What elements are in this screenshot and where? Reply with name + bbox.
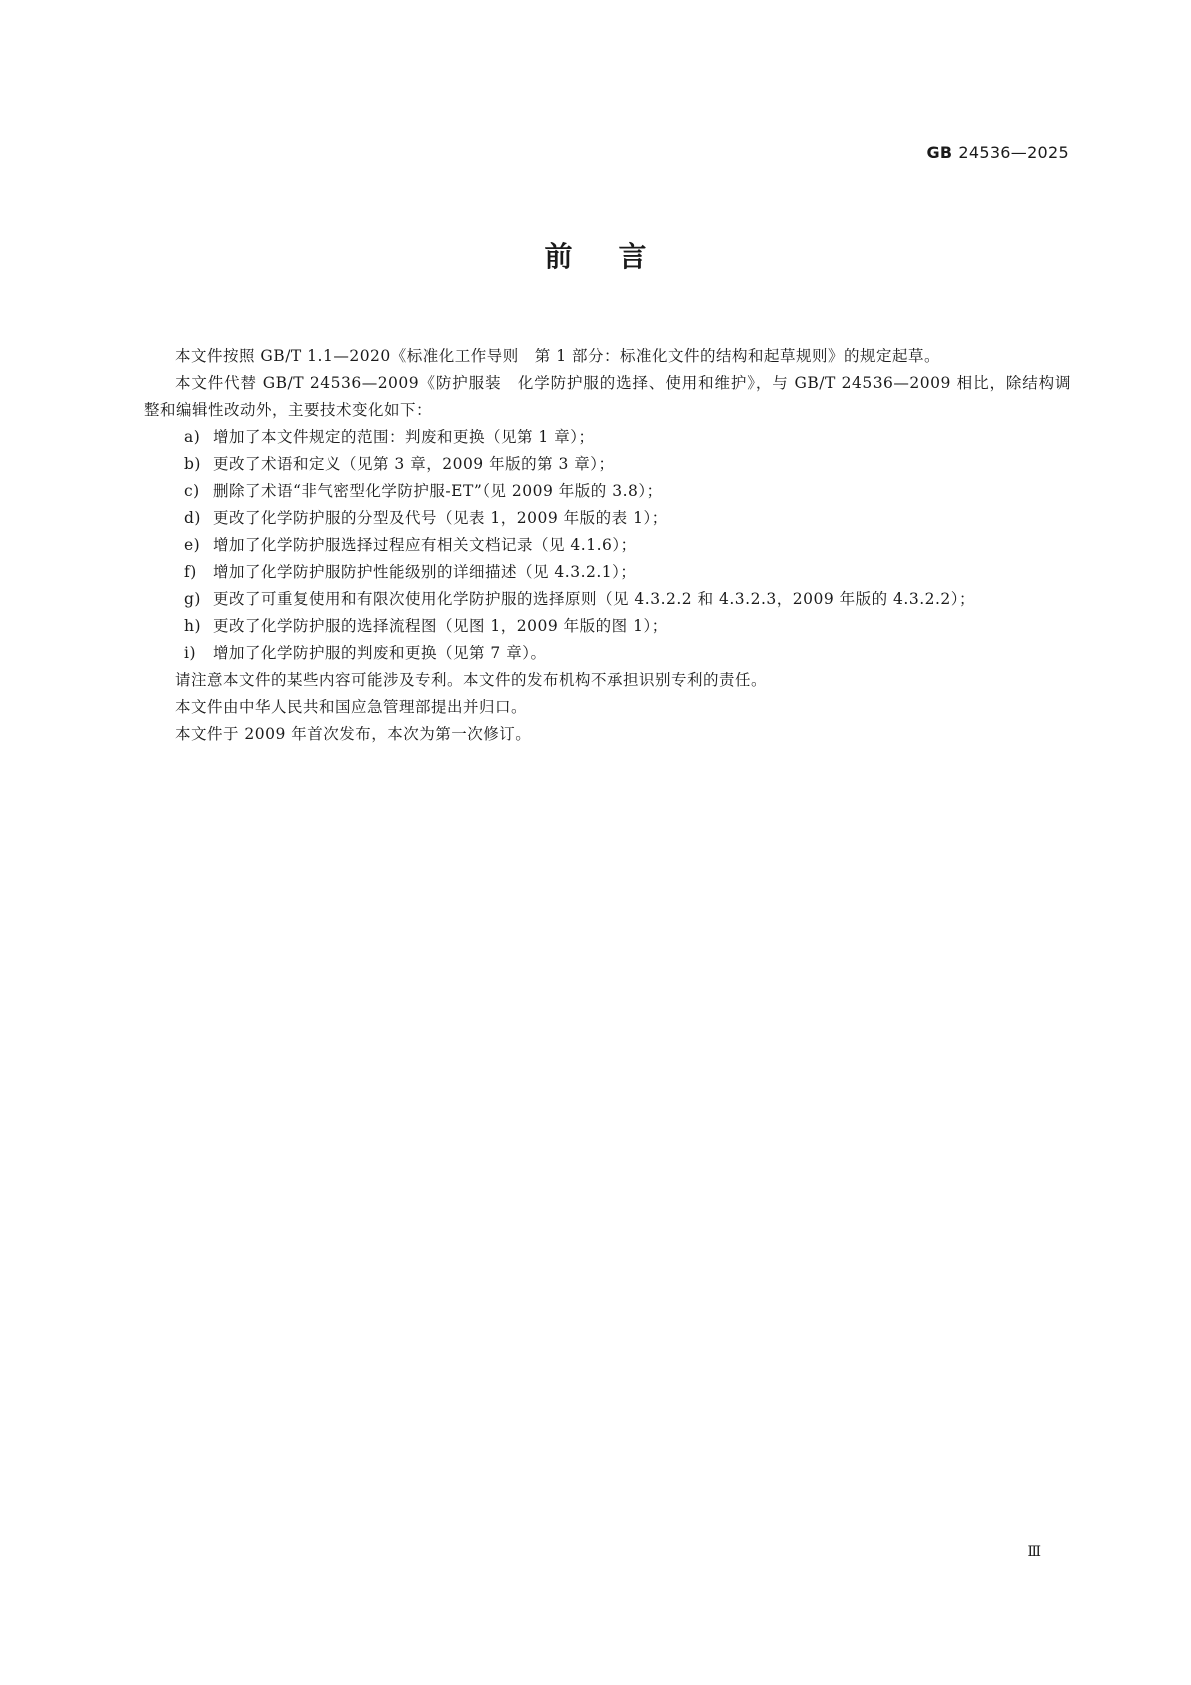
preface-body xyxy=(144,343,1071,748)
page-number: Ⅲ xyxy=(1027,1544,1041,1560)
list-marker: i) xyxy=(184,644,197,662)
standard-prefix: GB xyxy=(926,143,953,162)
list-item xyxy=(144,424,1071,451)
list-marker: g) xyxy=(184,590,201,608)
list-marker: e) xyxy=(184,536,201,554)
changes-list xyxy=(144,424,1071,667)
list-item-text: 更改了术语和定义（见第 3 章，2009 年版的第 3 章）； xyxy=(213,455,615,473)
list-item xyxy=(144,505,1071,532)
list-marker: f) xyxy=(184,563,197,581)
list-marker: c) xyxy=(184,482,200,500)
list-marker: b) xyxy=(184,455,201,473)
list-item xyxy=(144,613,1071,640)
list-item-text: 增加了化学防护服的判废和更换（见第 7 章）。 xyxy=(213,644,547,662)
standard-number: 24536—2025 xyxy=(958,143,1069,162)
list-item-text: 更改了化学防护服的选择流程图（见图 1，2009 年版的图 1）； xyxy=(213,617,668,635)
list-marker: a) xyxy=(184,428,201,446)
list-item xyxy=(144,532,1071,559)
list-item xyxy=(144,586,1071,613)
list-item xyxy=(144,640,1071,667)
drafting-statement: 本文件按照 GB/T 1.1—2020《标准化工作导则 第 1 部分：标准化文件的结构和起草规则》的规定起草。 xyxy=(175,347,941,365)
list-marker: h) xyxy=(184,617,202,635)
list-item-text: 删除了术语“非气密型化学防护服-ET”（见 2009 年版的 3.8）； xyxy=(213,482,663,500)
list-marker: d) xyxy=(184,509,201,527)
list-item-text: 增加了化学防护服选择过程应有相关文档记录（见 4.1.6）； xyxy=(213,536,637,554)
list-item-text: 更改了可重复使用和有限次使用化学防护服的选择原则（见 4.3.2.2 和 4.3.2.3，2009 年版的 4.3.2.2）； xyxy=(213,590,976,608)
proposer-statement: 本文件由中华人民共和国应急管理部提出并归口。 xyxy=(175,698,528,716)
page-title: 前言 xyxy=(544,240,693,273)
list-item-text: 增加了本文件规定的范围：判废和更换（见第 1 章）； xyxy=(213,428,595,446)
list-item-text: 更改了化学防护服的分型及代号（见表 1，2009 年版的表 1）； xyxy=(213,509,668,527)
patent-notice: 请注意本文件的某些内容可能涉及专利。本文件的发布机构不承担识别专利的责任。 xyxy=(175,671,768,689)
list-item xyxy=(144,478,1071,505)
list-item xyxy=(144,451,1071,478)
publication-history: 本文件于 2009 年首次发布，本次为第一次修订。 xyxy=(175,725,532,743)
list-item-text: 增加了化学防护服防护性能级别的详细描述（见 4.3.2.1）； xyxy=(213,563,637,581)
standard-number-header xyxy=(926,143,1069,163)
replacement-statement: 本文件代替 GB/T 24536—2009《防护服装 化学防护服的选择、使用和维护》，与 GB/T 24536—2009 相比，除结构调整和编辑性改动外，主要技术变化如下： xyxy=(144,374,1071,419)
list-item xyxy=(144,559,1071,586)
